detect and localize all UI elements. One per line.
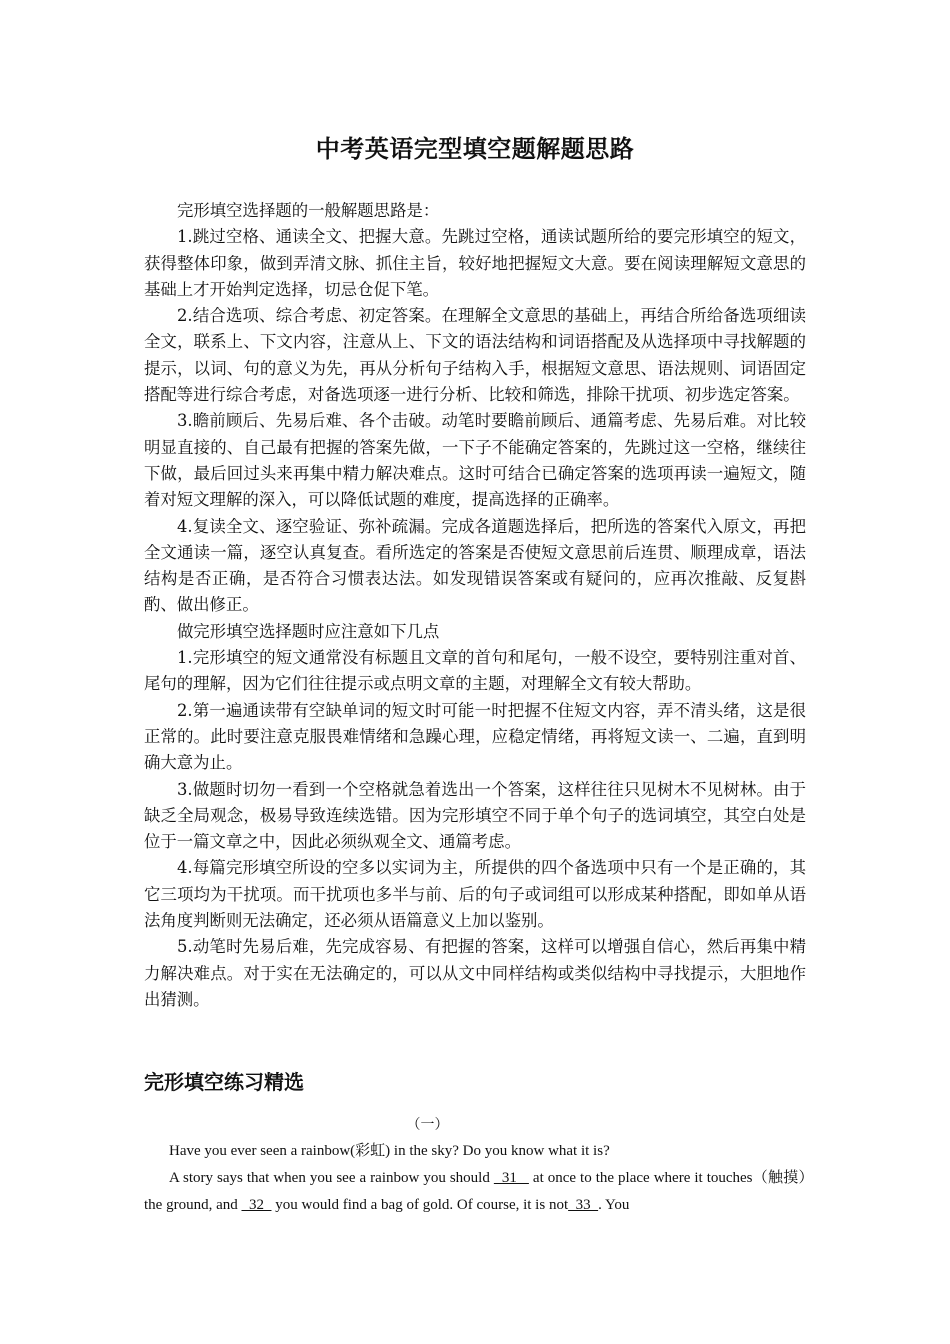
passage-label: （一） [406,1117,449,1133]
page-title: 中考英语完型填空题解题思路 [315,135,635,163]
paragraph: 完形填空选择题的一般解题思路是： [177,201,440,220]
text-run: A story says that when you see a rainbow you should [169,1170,490,1186]
section-title: 完形填空练习精选 [144,1070,304,1094]
paragraph: 3.做题时切勿一看到一个空格就急着选出一个答案，这样往往只见树木不见树林。由于缺乏全局观念，极易导致连续选错。因为完形填空不同于单个句子的选词填空，其空白处是位于一篇文章之中，因此必须纵观全文、通篇考虑。 [144,779,806,852]
paragraph: 5.动笔时先易后难，先完成容易、有把握的答案，这样可以增强自信心，然后再集中精力解决难点。对于实在无法确定的，可以从文中同样结构或类似结构中寻找提示，大胆地作出猜测。 [144,937,806,1009]
english-passage [144,1138,806,1219]
paragraph: 4.每篇完形填空所设的空多以实词为主，所提供的四个备选项中只有一个是正确的，其它三项均为干扰项。而干扰项也多半与前、后的句子或词组可以形成某种搭配，即如单从语法角度判断则无法确定，还必须从语篇意义上加以鉴别。 [144,858,806,931]
paragraph: 做完形填空选择题时应注意如下几点 [177,621,440,641]
text-run: at once to the place where it touches（触摸）the ground, and [144,1170,807,1213]
paragraph: 2.第一遍通读带有空缺单词的短文时可能一时把握不住短文内容，弄不清头绪，这是很正常的。此时要注意克服畏难情绪和急躁心理，应稳定情绪，再将短文读一、二遍，直到明确大意为止。 [144,700,806,773]
blank-31: 31 [493,1170,529,1186]
paragraph: 1.完形填空的短文通常没有标题且文章的首句和尾句，一般不设空，要特别注重对首、尾句的理解，因为它们往往提示或点明文章的主题，对理解全文有较大帮助。 [144,648,806,694]
english-paragraph [144,1165,806,1219]
document-body [144,198,806,1013]
paragraph: 2.结合选项、综合考虑、初定答案。在理解全文意思的基础上，再结合所给备选项细读全文，联系上、下文内容，注意从上、下文的语法结构和词语搭配及从选择项中寻找解题的提示，以词、句的意义为先，再从分析句子结构入手，根据短文意思、语法规则、词语固定搭配等进行综合考虑，对备选项逐一进行分析、比较和筛选，排除干扰项、初步选定答案。 [144,306,806,405]
paragraph: 3.瞻前顾后、先易后难、各个击破。动笔时要瞻前顾后、通篇考虑、先易后难。对比较明显直接的、自己最有把握的答案先做，一下子不能确定答案的，先跳过这一空格，继续往下做，最后回过头来再集中精力解决难点。这时可结合已确定答案的选项再读一遍短文，随着对短文理解的深入，可以降低试题的难度，提高选择的正确率。 [144,411,806,510]
text-run: you would find a bag of gold. Of course, it is not [275,1197,569,1213]
blank-32: 32 [241,1197,272,1213]
blank-33: 33 [568,1197,599,1213]
english-paragraph: Have you ever seen a rainbow(彩虹) in the sky? Do you know what it is? [169,1143,610,1159]
paragraph: 4.复读全文、逐空验证、弥补疏漏。完成各道题选择后，把所选的答案代入原文，再把全文通读一篇，逐空认真复查。看所选定的答案是否使短文意思前后连贯、顺理成章，语法结构是否正确，是否符合习惯表达法。如发现错误答案或有疑问的，应再次推敲、反复斟酌、做出修正。 [144,516,806,615]
text-run: . You [598,1197,630,1213]
paragraph: 1.跳过空格、通读全文、把握大意。先跳过空格，通读试题所给的要完形填空的短文，获得整体印象，做到弄清文脉、抓住主旨，较好地把握短文大意。要在阅读理解短文意思的基础上才开始判定选择，切忌仓促下笔。 [144,227,806,299]
